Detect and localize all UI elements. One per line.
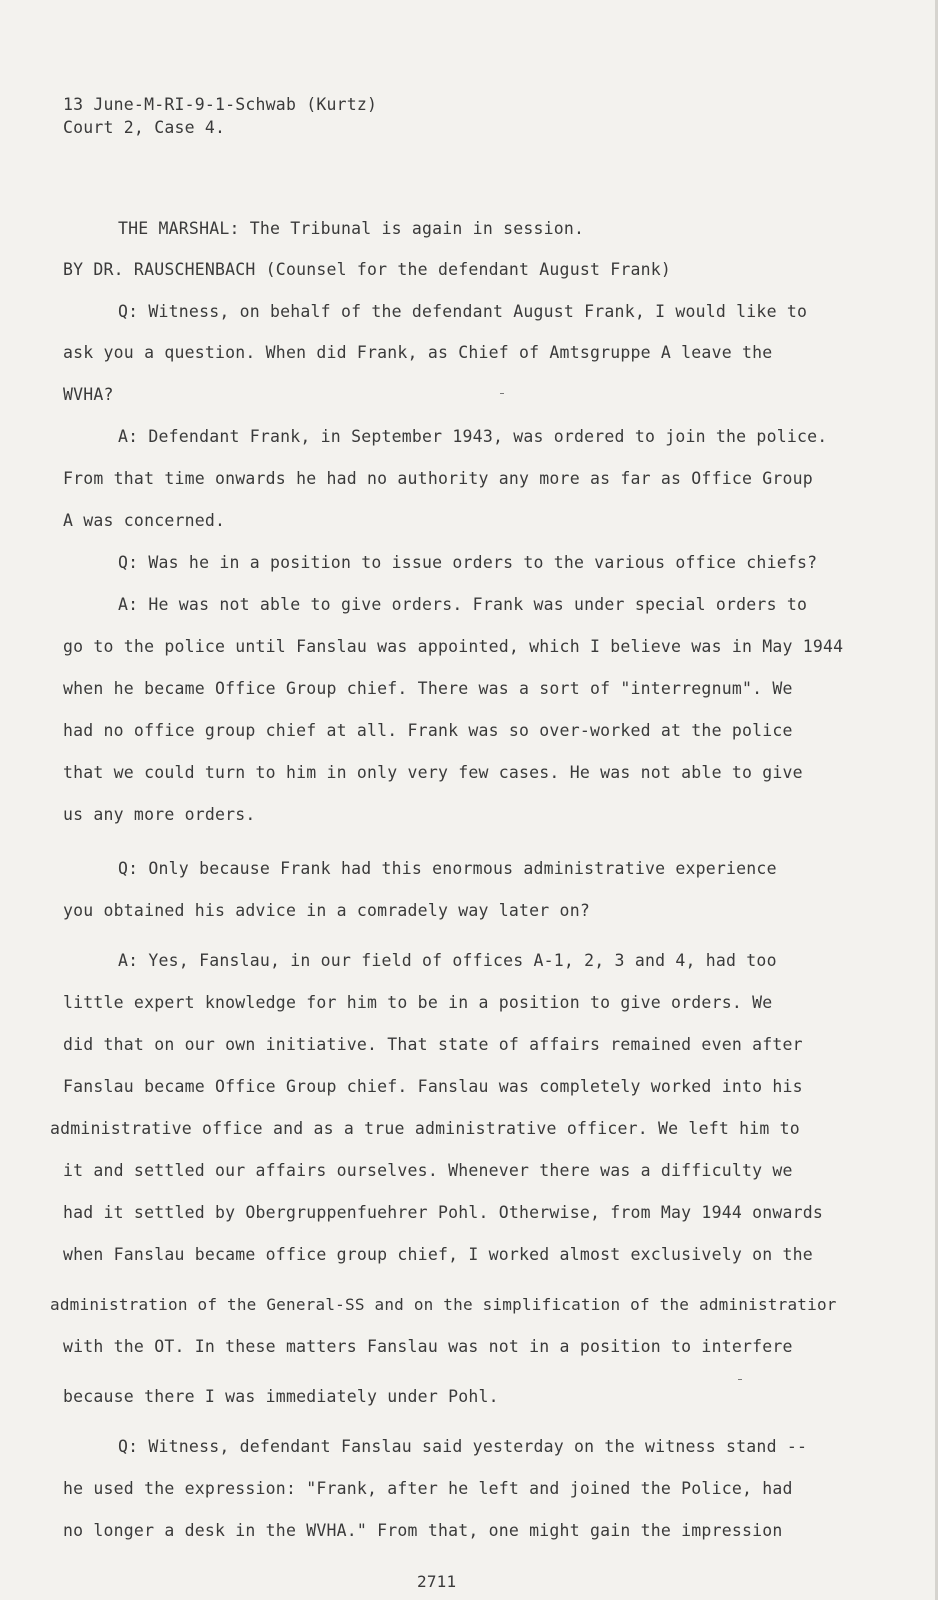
text-line: you obtained his advice in a comradely way later on? (63, 901, 590, 920)
text-line: A: Defendant Frank, in September 1943, was ordered to join the police. (118, 427, 828, 446)
header-line-2: Court 2, Case 4. (63, 118, 226, 137)
text-line: A: He was not able to give orders. Frank was under special orders to (118, 595, 808, 614)
text-line: Q: Witness, defendant Fanslau said yesterday on the witness stand -- (118, 1437, 808, 1456)
text-line: BY DR. RAUSCHENBACH (Counsel for the defendant August Frank) (63, 260, 672, 279)
text-line: administration of the General-SS and on the simplification of the administratior (50, 1295, 837, 1314)
stray-mark (738, 1379, 742, 1380)
text-line: ask you a question. When did Frank, as Chief of Amtsgruppe A leave the (63, 343, 773, 362)
text-line: us any more orders. (63, 805, 256, 824)
stray-mark (500, 393, 504, 394)
text-line: had it settled by Obergruppenfuehrer Pohl. Otherwise, from May 1944 onwards (63, 1203, 824, 1222)
header-line-1: 13 June-M-RI-9-1-Schwab (Kurtz) (63, 95, 378, 114)
text-line: From that time onwards he had no authority any more as far as Office Group (63, 469, 813, 488)
text-line: Q: Witness, on behalf of the defendant August Frank, I would like to (118, 302, 808, 321)
page-number: 2711 (417, 1572, 457, 1591)
text-line: it and settled our affairs ourselves. Whenever there was a difficulty we (63, 1161, 793, 1180)
text-line: administrative office and as a true administrative officer. We left him to (50, 1119, 800, 1138)
text-line: go to the police until Fanslau was appointed, which I believe was in May 1944 (63, 637, 844, 656)
text-line: WVHA? (63, 385, 114, 404)
text-line: no longer a desk in the WVHA." From that, one might gain the impression (63, 1521, 783, 1540)
text-line: with the OT. In these matters Fanslau was not in a position to interfere (63, 1337, 793, 1356)
text-line: because there I was immediately under Pohl. (63, 1387, 499, 1406)
text-line: little expert knowledge for him to be in a position to give orders. We (63, 993, 773, 1012)
text-line: when he became Office Group chief. There was a sort of "interregnum". We (63, 679, 793, 698)
text-line: had no office group chief at all. Frank was so over-worked at the police (63, 721, 793, 740)
text-line: Q: Was he in a position to issue orders to the various office chiefs? (118, 553, 818, 572)
text-line: when Fanslau became office group chief, I worked almost exclusively on the (63, 1245, 813, 1264)
text-line: Fanslau became Office Group chief. Fanslau was completely worked into his (63, 1077, 803, 1096)
text-line: did that on our own initiative. That state of affairs remained even after (63, 1035, 803, 1054)
text-line: Q: Only because Frank had this enormous administrative experience (118, 859, 777, 878)
text-line: that we could turn to him in only very few cases. He was not able to give (63, 763, 803, 782)
text-line: he used the expression: "Frank, after he left and joined the Police, had (63, 1479, 793, 1498)
text-line: THE MARSHAL: The Tribunal is again in session. (118, 219, 585, 238)
text-line: A: Yes, Fanslau, in our field of offices A-1, 2, 3 and 4, had too (118, 951, 777, 970)
text-line: A was concerned. (63, 511, 226, 530)
